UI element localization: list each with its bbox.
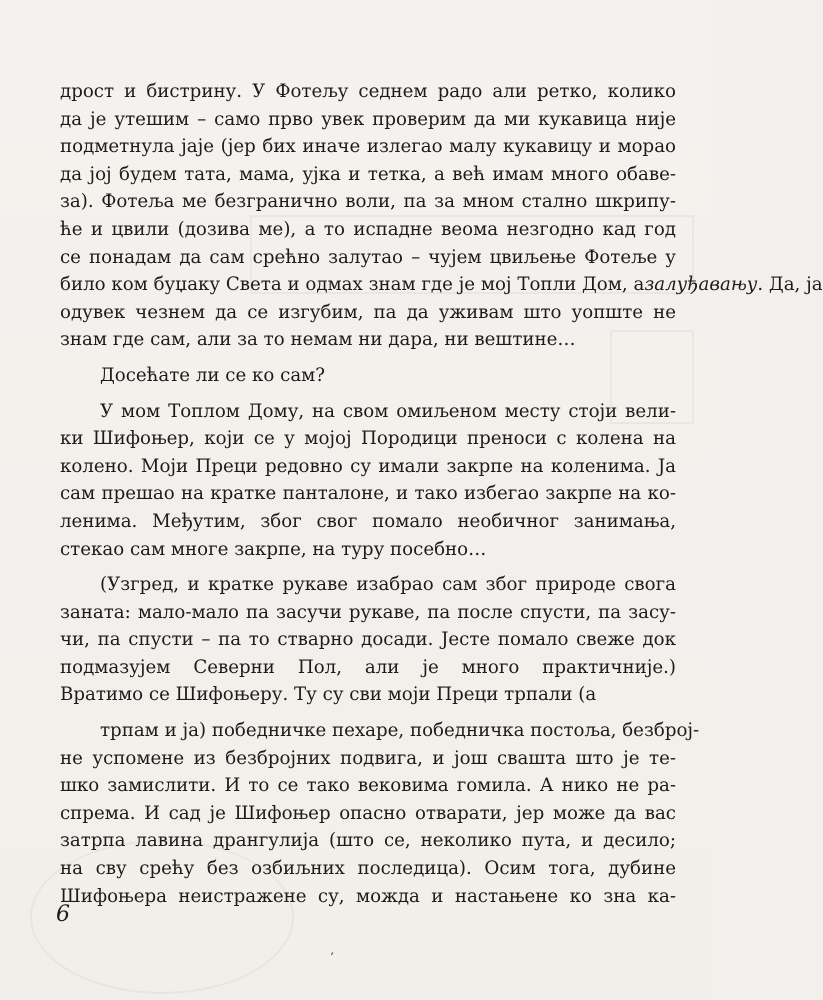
text-line: [60, 271, 823, 299]
text-line: ки Шифоњер, који се у мојој Породици преноси с колена на: [60, 428, 676, 450]
text-line: подмазујем Северни Пол, али је много практичније.): [60, 656, 676, 678]
italic-word: залуђавању: [644, 274, 758, 296]
text-line: чи, па спусти – па то стварно досади. Јесте помало свеже док: [60, 629, 676, 651]
text-line: Вратимо се Шифоњеру. Ту су сви моји Преци трпали (а: [60, 684, 597, 706]
text-line: Шифоњера неистражене су, можда и настањене ко зна ка-: [60, 885, 676, 907]
text-line: колено. Моји Преци редовно су имали закрпе на коленима. Ја: [60, 455, 676, 477]
text-line: да је утешим – само прво увек проверим да ми кукавица није: [60, 108, 676, 130]
body-text: [60, 78, 823, 910]
text-line: Досећате ли се ко сам?: [100, 364, 326, 386]
print-mark: ‘: [330, 950, 334, 964]
text-line: се понадам да сам срећно залутао – чујем цвиљење Фотеље у: [60, 246, 676, 268]
text-line: ленима. Међутим, због свог помало необичног занимања,: [60, 510, 676, 532]
text-line: стекао сам многе закрпе, на туру посебно…: [60, 538, 487, 560]
text-line: на сву срећу без озбиљних последица). Осим тога, дубине: [60, 858, 676, 880]
text-segment: било ком буџаку Света и одмах знам где је мој Топли Дом, а: [60, 274, 645, 296]
text-line: шко замислити. И то се тако вековима гомила. А нико не ра-: [60, 775, 676, 797]
text-line: затрпа лавина дрангулија (што се, неколико пута, и десило;: [60, 830, 676, 852]
text-line: дрост и бистрину. У Фотељу седнем радо али ретко, колико: [60, 81, 676, 102]
text-line: знам где сам, али за то немам ни дара, ни вештине…: [60, 329, 576, 351]
text-segment: . Да, ја: [757, 274, 823, 296]
text-line: ће и цвили (дозива ме), а то испадне веома незгодно кад год: [60, 218, 676, 240]
page-number: 6: [56, 902, 70, 927]
text-line: да јој будем тата, мама, ујка и тетка, а већ имам много обаве-: [60, 163, 676, 185]
text-line: спрема. И сад је Шифоњер опасно отварати, јер може да вас: [60, 802, 676, 824]
text-line: не успомене из безбројних подвига, и још свашта што је те-: [60, 747, 676, 769]
text-line: заната: мало-мало па засучи рукаве, па после спусти, па засу-: [60, 601, 676, 623]
text-line: трпам и ја) победничке пехаре, победничка постоља, безброј-: [100, 720, 700, 742]
text-line: сам прешао на кратке панталоне, и тако избегао закрпе на ко-: [60, 483, 676, 505]
text-line: (Узгред, и кратке рукаве изабрао сам због природе свога: [100, 574, 676, 596]
text-line: за). Фотеља ме безгранично воли, па за мном стално шкрипу-: [60, 191, 676, 213]
text-line: одувек чезнем да се изгубим, па да уживам што уопште не: [60, 301, 676, 323]
text-line: подметнула јаје (јер бих иначе излегао малу кукавицу и морао: [60, 136, 676, 158]
text-line: У мом Топлом Дому, на свом омиљеном месту стоји вели-: [100, 400, 676, 422]
